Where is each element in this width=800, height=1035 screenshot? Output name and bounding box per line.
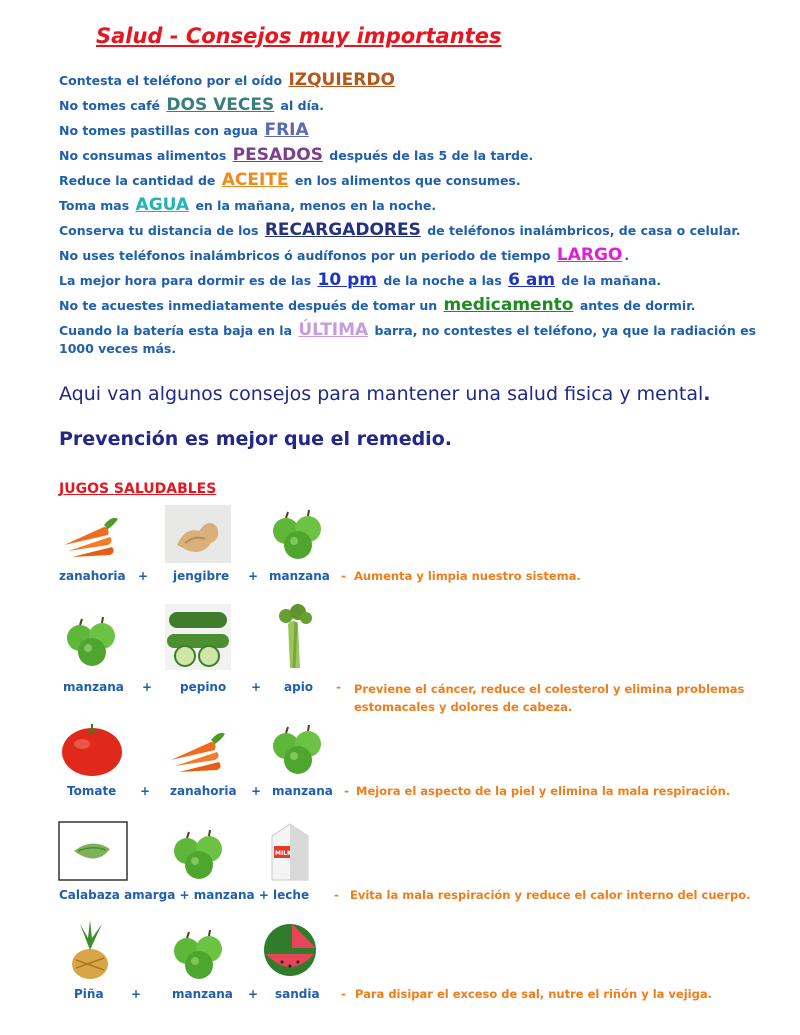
cucumber-icon [165,604,231,670]
apple-icon [264,720,330,778]
ingredient-label: manzana [272,784,333,798]
ingredient-label: manzana [172,987,233,1001]
keyword: RECARGADORES [264,220,421,240]
juice-description: Evita la mala respiración y reduce el calor interno del cuerpo. [350,888,751,902]
carrot-icon [58,505,124,563]
juice-description: Previene el cáncer, reduce el colesterol y elimina problemas estomacales y dolores de cabeza. [354,682,745,714]
plus-sign: + [248,987,259,1001]
keyword: PESADOS [232,145,323,165]
tip-item: Conserva tu distancia de los RECARGADORES de teléfonos inalámbricos, de casa o celular. [59,220,741,240]
juice-description: Aumenta y limpia nuestro sistema. [354,569,581,583]
dash-sign: - [334,888,339,902]
dash-sign: - [341,569,346,583]
keyword: ACEITE [221,170,289,190]
milk-carton-icon [258,816,324,884]
ingredient-label: Tomate [67,784,117,798]
keyword: DOS VECES [166,95,275,115]
dash-sign: - [344,784,349,798]
ingredient-label: sandia [275,987,320,1001]
keyword: AGUA [135,195,190,215]
juice-description: Mejora el aspecto de la piel y elimina la mala respiración. [356,784,731,798]
dash-sign: - [336,680,341,694]
keyword: LARGO [556,245,623,265]
tip-item: Cuando la batería esta baja en la ÚLTIMA barra, no contestes el teléfono, ya que la radiación es 1000 veces más. [59,320,757,356]
apple-icon [165,925,231,983]
plus-sign: + [251,680,262,694]
plus-sign: + [142,680,153,694]
ingredient-label: jengibre [173,569,230,583]
page-title: Salud - Consejos muy importantes [96,24,502,48]
keyword: 6 am [508,270,556,290]
apple-icon [165,825,231,883]
tips-list [59,68,784,358]
ingredient-label: pepino [180,680,227,694]
plus-sign: + [251,784,262,798]
bitter-gourd-icon [58,821,124,881]
keyword: medicamento [443,295,574,315]
ginger-icon [165,505,231,563]
plus-sign: + [131,987,142,1001]
tomato-icon [58,720,124,778]
ingredient-label: manzana [63,680,124,694]
tip-item: La mejor hora para dormir es de las 10 pm de la noche a las 6 am de la mañana. [59,270,662,290]
ingredient-label: Calabaza amarga + manzana + leche [59,888,310,902]
tip-item: No tomes pastillas con agua FRIA [59,120,309,140]
plus-sign: + [140,784,151,798]
apple-icon [58,612,124,670]
juice-description: Para disipar el exceso de sal, nutre el riñón y la vejiga. [355,987,712,1001]
juices-heading: JUGOS SALUDABLES [59,481,217,497]
celery-icon [264,604,330,670]
intro-text: Aqui van algunos consejos para mantener una salud fisica y mental. [59,383,711,405]
keyword: ÚLTIMA [298,320,369,340]
dash-sign: - [341,987,346,1001]
carrot-icon [165,720,231,778]
prevention-heading: Prevención es mejor que el remedio. [59,428,452,450]
keyword: 10 pm [317,270,377,290]
tip-item: Toma mas AGUA en la mañana, menos en la noche. [59,195,437,215]
pineapple-icon [58,920,124,980]
tip-item: Contesta el teléfono por el oído IZQUIERDO [59,70,395,90]
tip-item: No uses teléfonos inalámbricos ó audífonos por un periodo de tiempo LARGO . [59,245,630,265]
ingredient-label: zanahoria [170,784,237,798]
milk-carton-text: MILK [275,850,292,857]
plus-sign: + [138,569,149,583]
plus-sign: + [248,569,259,583]
ingredient-label: manzana [269,569,330,583]
tip-item: No consumas alimentos PESADOS después de las 5 de la tarde. [59,145,534,165]
keyword: IZQUIERDO [288,70,395,90]
watermelon-icon [258,920,324,980]
ingredient-label: apio [284,680,314,694]
tip-item: Reduce la cantidad de ACEITE en los alimentos que consumes. [59,170,521,190]
ingredient-label: Piña [74,987,104,1001]
apple-icon [264,505,330,563]
tip-item: No te acuestes inmediatamente después de tomar un medicamento antes de dormir. [59,295,696,315]
keyword: FRIA [264,120,309,140]
ingredient-label: zanahoria [59,569,126,583]
tip-item: No tomes café DOS VECES al día. [59,95,325,115]
